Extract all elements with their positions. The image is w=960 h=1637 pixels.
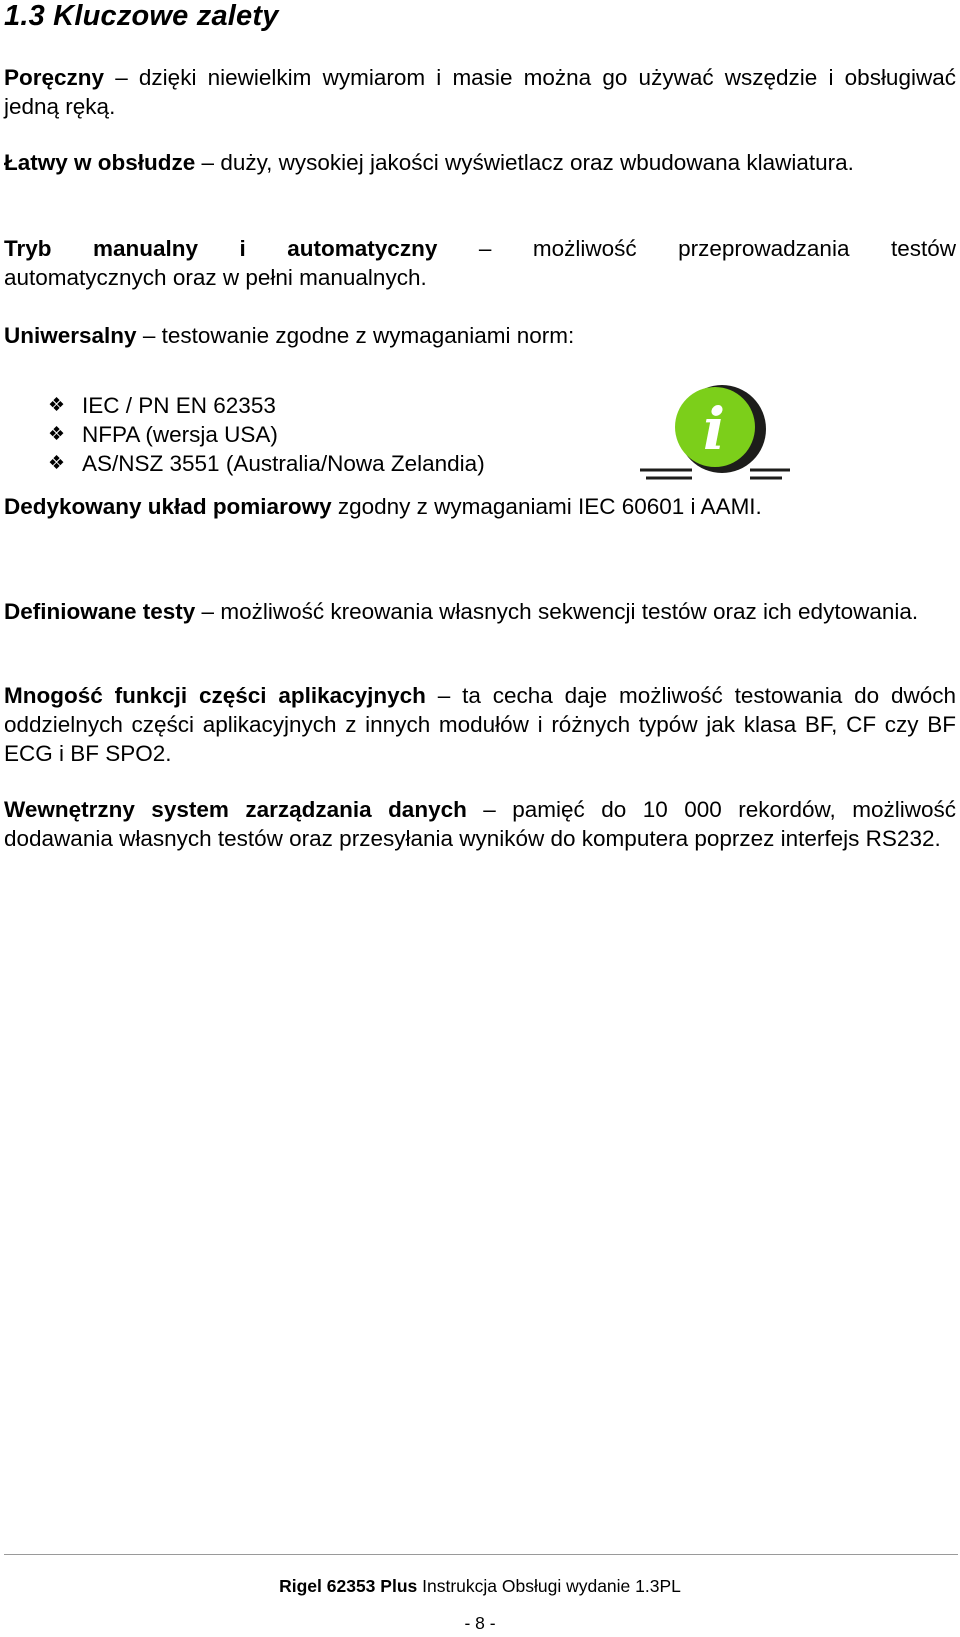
feature-title: Wewnętrzny system zarządzania danych [4, 797, 467, 822]
info-icon-letter: i [702, 395, 726, 463]
feature-text: pamięć do 10 000 rekordów, możliwość dodawania własnych testów oraz przesyłania wyników do komputera poprzez interfejs RS232. [4, 797, 956, 851]
feature-defined-tests [4, 597, 956, 626]
feature-universal [4, 321, 956, 350]
feature-line [4, 234, 956, 263]
feature-separator: – [425, 683, 463, 708]
feature-title: Poręczny [4, 65, 105, 90]
list-item [48, 391, 485, 420]
feature-applied-parts [4, 681, 956, 768]
feature-separator: – [136, 323, 162, 348]
feature-title: Dedykowany układ pomiarowy [4, 494, 332, 519]
feature-text: ta cecha daje możliwość testowania do dwóch oddzielnych części aplikacyjnych z innych modułów i różnych typów jak klasa BF, CF czy BF ECG i BF SPO2. [4, 683, 956, 766]
feature-separator: – [104, 65, 139, 90]
diamond-bullet-icon: ❖ [48, 453, 66, 474]
standard-label: NFPA (wersja USA) [82, 422, 278, 447]
feature-text: dzięki niewielkim wymiarom i masie można go używać wszędzie i obsługiwać jedną ręką. [4, 65, 956, 119]
info-icon [640, 382, 790, 490]
feature-easy-use [4, 148, 956, 177]
feature-title: Uniwersalny [4, 323, 137, 348]
page-number: - 8 - [464, 1613, 496, 1633]
list-item [48, 449, 485, 478]
feature-dedicated-circuit [4, 492, 956, 521]
standard-label: IEC / PN EN 62353 [82, 393, 276, 418]
feature-text: możliwość kreowania własnych sekwencji testów oraz ich edytowania. [220, 599, 919, 624]
feature-portable [4, 63, 956, 121]
feature-line: automatycznych oraz w pełni manualnych. [4, 265, 427, 290]
feature-text: zgodny z wymaganiami IEC 60601 i AAMI. [337, 494, 762, 519]
feature-separator: – [195, 599, 221, 624]
section-heading: 1.3 Kluczowe zalety [4, 0, 279, 32]
feature-title: Tryb manualny i automatyczny [4, 236, 438, 261]
feature-title: Mnogość funkcji części aplikacyjnych [4, 683, 426, 708]
standards-list [48, 391, 485, 478]
footer-product: Rigel 62353 Plus [279, 1576, 418, 1596]
footer-document: Instrukcja Obsługi wydanie 1.3PL [422, 1576, 681, 1596]
page-footer [0, 1575, 960, 1597]
diamond-bullet-icon: ❖ [48, 424, 66, 445]
diamond-bullet-icon: ❖ [48, 395, 66, 416]
feature-separator: – [437, 236, 533, 261]
footer-divider [4, 1554, 958, 1555]
list-item [48, 420, 485, 449]
standard-label: AS/NSZ 3551 (Australia/Nowa Zelandia) [82, 451, 485, 476]
feature-title: Definiowane testy [4, 599, 196, 624]
feature-text: duży, wysokiej jakości wyświetlacz oraz wbudowana klawiatura. [220, 150, 854, 175]
feature-title: Łatwy w obsłudze [4, 150, 196, 175]
feature-separator: – [466, 797, 513, 822]
feature-separator: – [195, 150, 221, 175]
feature-modes [4, 234, 956, 292]
feature-text: możliwość przeprowadzania testów [532, 236, 956, 261]
feature-data-management [4, 795, 956, 853]
feature-text: testowanie zgodne z wymaganiami norm: [161, 323, 575, 348]
